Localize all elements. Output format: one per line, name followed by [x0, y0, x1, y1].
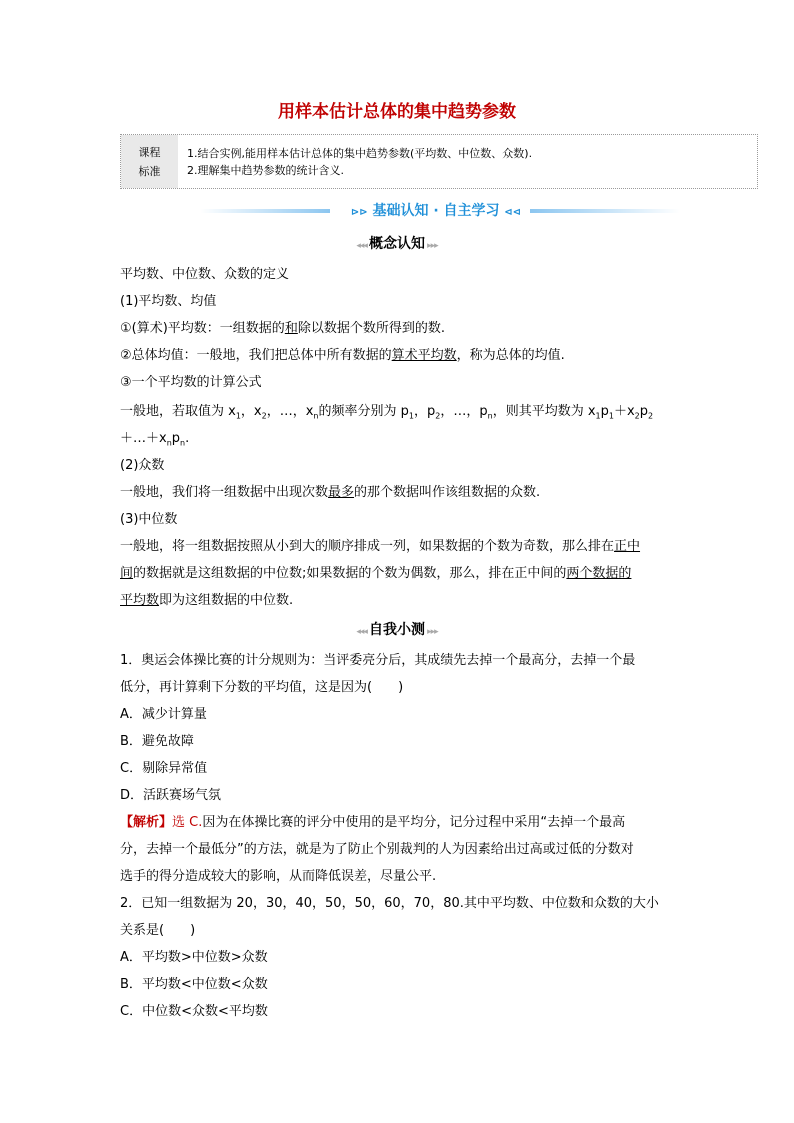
question-1-line-2: 低分，再计算剩下分数的平均值，这是因为( ) — [120, 680, 404, 695]
subsection-mean: (1)平均数、均值 — [120, 294, 217, 309]
text: ，则其平均数为 x — [492, 404, 596, 419]
subheading-concept — [0, 235, 794, 255]
course-standard-text — [187, 145, 532, 179]
standard-item-1: 1.结合实例,能用样本估计总体的集中趋势参数(平均数、中位数、众数). — [187, 147, 533, 160]
subscript: 2 — [435, 411, 441, 421]
banner-line-right — [530, 209, 680, 213]
subscript: 2 — [634, 411, 640, 421]
question-1-option-b: B．避免故障 — [120, 734, 194, 749]
text: 的数据就是这组数据的中位数;如果数据的个数为偶数，那么，排在正中间的 — [133, 566, 567, 581]
text: p — [171, 431, 181, 446]
median-definition-2 — [120, 565, 631, 583]
subscript: 1 — [595, 411, 601, 421]
subscript: 2 — [648, 411, 654, 421]
text: 一般地，将一组数据按照从小到大的顺序排成一列，如果数据的个数为奇数，那么排在 — [120, 539, 615, 554]
analysis-line-3: 选手的得分造成较大的影响，从而降低误差，尽量公平. — [120, 869, 437, 884]
triangle-right-icon: ⊳⊳ — [350, 207, 368, 218]
analysis-choice: 选 C. — [172, 815, 203, 830]
question-1-option-c: C．剔除异常值 — [120, 761, 208, 776]
subscript: 2 — [261, 411, 267, 421]
course-standard-box — [120, 134, 758, 189]
subsection-mode: (2)众数 — [120, 458, 165, 473]
question-1-line-1: 1．奥运会体操比赛的计分规则为：当评委亮分后，其成绩先去掉一个最高分，去掉一个最 — [120, 653, 636, 668]
text: p — [600, 404, 609, 419]
mode-definition — [120, 484, 540, 502]
text: . — [185, 431, 190, 446]
text: 一般地，我们将一组数据中出现次数 — [120, 485, 329, 500]
banner-line-left — [200, 209, 330, 213]
subsection-median: (3)中位数 — [120, 512, 178, 527]
text: 的那个数据叫作该组数据的众数. — [354, 485, 541, 500]
text: 一般地，若取值为 x — [120, 404, 236, 419]
median-definition-1 — [120, 538, 640, 556]
question-2-line-2: 关系是( ) — [120, 923, 196, 938]
question-2-line-1: 2．已知一组数据为 20，30，40，50，50，60，70，80.其中平均数、中位数和众数的大小 — [120, 896, 659, 911]
subscript: 1 — [408, 411, 414, 421]
question-1-option-d: D．活跃赛场气氛 — [120, 788, 222, 803]
text: ＋…＋x — [120, 431, 167, 446]
formula-line-1 — [120, 403, 653, 426]
text: ，…，x — [266, 404, 314, 419]
subscript: 1 — [608, 411, 614, 421]
underline-blank: 正中 — [614, 539, 641, 554]
formula-heading: ③一个平均数的计算公式 — [120, 375, 262, 390]
triangle-left-icon: ⊲⊲ — [504, 207, 522, 218]
mean-definition — [120, 320, 445, 338]
median-definition-3 — [120, 592, 293, 610]
analysis-line-2: 分，去掉一个最低分”的方法，就是为了防止个别裁判的人为因素给出过高或过低的分数对 — [120, 842, 634, 857]
text: ，…，p — [440, 404, 488, 419]
subscript: n — [180, 438, 186, 448]
standard-item-2: 2.理解集中趋势参数的统计含义. — [187, 164, 344, 177]
population-mean-definition — [120, 347, 565, 365]
subscript: 1 — [235, 411, 241, 421]
formula-line-2 — [120, 430, 189, 453]
dots-right-icon: ▸▸▸ — [425, 241, 438, 251]
underline-blank: 和 — [284, 321, 298, 336]
banner-title — [336, 200, 536, 224]
text: 的频率分别为 p — [318, 404, 409, 419]
subscript: n — [313, 411, 319, 421]
underline-blank: 算术平均数 — [391, 348, 457, 363]
banner-label: 基础认知 · 自主学习 — [372, 203, 500, 219]
text: ，称为总体的均值. — [456, 348, 565, 363]
analysis-line-1 — [120, 814, 625, 832]
dots-right-icon: ▸▸▸ — [425, 627, 438, 637]
course-standard-label — [121, 135, 178, 188]
subscript: n — [487, 411, 493, 421]
underline-blank: 最多 — [328, 485, 355, 500]
label-line-2: 标准 — [138, 164, 161, 178]
underline-blank: 间 — [120, 566, 134, 581]
text: ＋x — [613, 404, 635, 419]
text: ②总体均值：一般地，我们把总体中所有数据的 — [120, 348, 392, 363]
subscript: n — [166, 438, 172, 448]
lead-text: 平均数、中位数、众数的定义 — [120, 267, 290, 282]
text: ，p — [413, 404, 436, 419]
underline-blank: 平均数 — [120, 593, 160, 608]
text: p — [639, 404, 649, 419]
question-1-option-a: A．减少计算量 — [120, 707, 207, 722]
underline-blank: 两个数据的 — [566, 566, 632, 581]
dots-left-icon: ◂◂◂ — [356, 241, 369, 251]
text: 因为在体操比赛的评分中使用的是平均分，记分过程中采用“去掉一个最高 — [202, 815, 626, 830]
dots-left-icon: ◂◂◂ — [356, 627, 369, 637]
text: 除以数据个数所得到的数. — [297, 321, 445, 336]
question-2-option-c: C．中位数<众数<平均数 — [120, 1004, 268, 1019]
text: 即为这组数据的中位数. — [159, 593, 294, 608]
text: ①(算术)平均数：一组数据的 — [120, 321, 285, 336]
analysis-label: 【解析】 — [120, 815, 173, 830]
subheading-self-test — [0, 621, 794, 641]
label-line-1: 课程 — [138, 145, 161, 159]
question-2-option-a: A．平均数>中位数>众数 — [120, 950, 268, 965]
page-title: 用样本估计总体的集中趋势参数 — [278, 102, 516, 122]
text: ，x — [240, 404, 262, 419]
section-banner — [200, 200, 680, 222]
question-2-option-b: B．平均数<中位数<众数 — [120, 977, 268, 992]
subheading-text: 自我小测 — [369, 622, 425, 638]
subheading-text: 概念认知 — [369, 236, 425, 252]
